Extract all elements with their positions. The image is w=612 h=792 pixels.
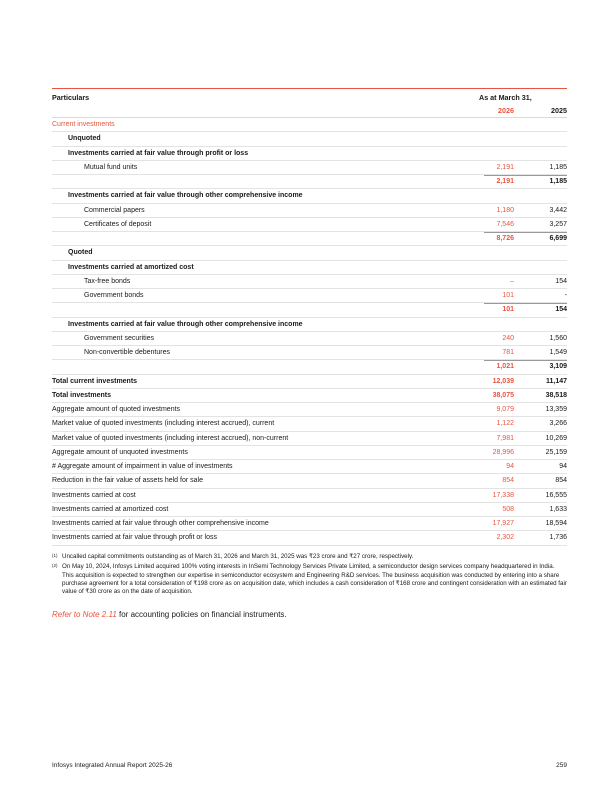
subtotal-rule — [484, 232, 567, 233]
value-2026: 101 — [502, 292, 514, 299]
table-row — [52, 147, 567, 161]
value-2026: 1,021 — [496, 363, 514, 371]
table-header-row — [52, 93, 567, 104]
row-label: Non-convertible debentures — [84, 349, 170, 356]
value-2025: 11,147 — [545, 377, 567, 385]
table-row — [52, 474, 567, 488]
row-label: Reduction in the fair value of assets held for sale — [52, 477, 203, 485]
value-2026: 12,039 — [492, 377, 514, 385]
value-2025: 1,185 — [549, 178, 567, 185]
value-2026: 28,996 — [492, 448, 514, 456]
row-label: Investments carried at amortized cost — [52, 505, 169, 513]
value-2026: 7,981 — [496, 434, 514, 442]
value-2026: 8,726 — [496, 235, 514, 242]
row-label: Investments carried at cost — [52, 491, 136, 499]
table-row — [52, 261, 567, 275]
value-2025: 10,269 — [545, 434, 567, 442]
row-label: Total investments — [52, 391, 111, 399]
row-label: Investments carried at fair value through other comprehensive income — [68, 320, 303, 328]
value-2025: 854 — [555, 477, 567, 485]
table-row — [52, 318, 567, 332]
row-label: Mutual fund units — [84, 163, 138, 171]
footnote-text: Uncalled capital commitments outstanding as of March 31, 2026 and March 31, 2025 was ₹23 crore and ₹27 crore, respectively. — [62, 553, 414, 560]
subtotal-row — [52, 360, 567, 374]
row-label: Government securities — [84, 334, 155, 342]
value-2025: 1,560 — [549, 334, 567, 342]
value-2025: 16,555 — [545, 491, 567, 499]
row-label: Investments carried at fair value through profit or loss — [52, 534, 217, 542]
row-label: Current investments — [52, 121, 115, 128]
particulars-header: Particulars — [52, 93, 90, 102]
value-2026: 9,079 — [496, 406, 514, 413]
value-2025: 1,185 — [549, 163, 567, 171]
value-2026: 508 — [502, 505, 514, 513]
value-2026: 17,927 — [492, 520, 514, 527]
table-row — [52, 446, 567, 460]
subtotal-rule — [484, 360, 567, 361]
value-2026: 7,546 — [496, 220, 514, 228]
row-label: Aggregate amount of quoted investments — [52, 406, 181, 413]
value-2026: 17,338 — [492, 491, 514, 499]
value-2025: 94 — [559, 463, 567, 470]
subtotal-row — [52, 175, 567, 189]
value-2026: 2,191 — [496, 178, 514, 185]
row-label: Market value of quoted investments (including interest accrued), non-current — [52, 434, 289, 442]
table-row — [52, 161, 567, 175]
table-row — [52, 332, 567, 346]
value-2025: 3,266 — [549, 420, 567, 428]
page-number: 259 — [556, 762, 567, 769]
footnotes — [52, 553, 567, 598]
subtotal-rule — [484, 175, 567, 176]
table-row — [52, 189, 567, 203]
value-2026: 38,075 — [492, 391, 514, 399]
value-2026: 1,180 — [496, 206, 514, 214]
value-2025: 1,549 — [549, 349, 567, 356]
table-row — [52, 460, 567, 474]
value-2025: 18,594 — [545, 520, 567, 527]
footnote-2 — [52, 563, 567, 596]
row-label: Tax-free bonds — [84, 277, 131, 285]
refer-note — [52, 610, 287, 619]
as-at-header: As at March 31, — [479, 93, 532, 102]
row-label: Investments carried at fair value through other comprehensive income — [68, 192, 303, 200]
row-label: # Aggregate amount of impairment in value of investments — [52, 463, 233, 470]
table-row — [52, 375, 567, 389]
table-row — [52, 389, 567, 403]
row-label: Investments carried at fair value through other comprehensive income — [52, 520, 269, 527]
footnote-1 — [52, 553, 567, 561]
row-label: Quoted — [68, 249, 93, 257]
year-2025-header: 2025 — [551, 106, 567, 115]
value-2025: 3,109 — [549, 363, 567, 371]
subtotal-row — [52, 232, 567, 246]
note-reference-link[interactable]: Refer to Note 2.11 — [52, 610, 117, 619]
row-label: Certificates of deposit — [84, 220, 152, 228]
value-2026: 854 — [502, 477, 514, 485]
value-2026: 2,191 — [496, 163, 514, 171]
subtotal-rule — [484, 303, 567, 304]
table-row — [52, 275, 567, 289]
value-2025: 154 — [555, 277, 567, 285]
value-2025: 13,359 — [545, 406, 567, 413]
value-2025: 1,633 — [549, 505, 567, 513]
row-label: Investments carried at fair value through profit or loss — [68, 149, 249, 157]
table-top-rule — [52, 88, 567, 89]
value-2026: 101 — [502, 306, 514, 314]
year-header-row — [52, 106, 567, 117]
row-label: Commercial papers — [84, 206, 145, 214]
footnote-marker: (2) — [52, 563, 58, 569]
value-2025: 3,257 — [549, 220, 567, 228]
value-2026: 2,302 — [496, 534, 514, 542]
value-2026: 1,122 — [496, 420, 514, 428]
table-row — [52, 132, 567, 146]
table-row — [52, 531, 567, 545]
subtotal-row — [52, 303, 567, 317]
row-label: Unquoted — [68, 135, 101, 143]
table-row — [52, 517, 567, 531]
row-label: Investments carried at amortized cost — [68, 263, 194, 271]
value-2026: 240 — [502, 334, 514, 342]
table-row — [52, 403, 567, 417]
table-row — [52, 204, 567, 218]
refer-text: for accounting policies on financial instruments. — [116, 610, 287, 619]
value-2025: 25,159 — [545, 448, 567, 456]
row-label: Total current investments — [52, 377, 138, 385]
value-2025: - — [564, 292, 567, 299]
table-row — [52, 246, 567, 260]
year-2026-header: 2026 — [498, 106, 514, 115]
value-2026: – — [510, 277, 514, 285]
table-row — [52, 432, 567, 446]
table-row — [52, 417, 567, 431]
footnote-text: On May 10, 2024, Infosys Limited acquired 100% voting interests in InSemi Technology Services Private Limited, a semiconductor design services company headquartered in India. This acquisition is expected to strengthen our expertise in semiconductor ecosystem and Engineering R&D services. The business acquisition was conducted by entering into a share purchase agreement for a total consideration of ₹198 crore as on acquisition date, which includes a cash consideration of ₹168 crore and contingent consideration with an estimated fair value of ₹30 crore as on the date of acquisition. — [62, 563, 567, 596]
table-row — [52, 489, 567, 503]
row-label: Government bonds — [84, 292, 144, 299]
footnote-marker: (1) — [52, 553, 58, 558]
table-row — [52, 346, 567, 360]
report-title: Infosys Integrated Annual Report 2025-26 — [52, 762, 173, 769]
table-row — [52, 289, 567, 303]
value-2025: 154 — [555, 306, 567, 314]
table-row — [52, 503, 567, 517]
table-row — [52, 118, 567, 132]
row-label: Aggregate amount of unquoted investments — [52, 448, 188, 456]
row-label: Market value of quoted investments (including interest accrued), current — [52, 420, 275, 428]
table-row — [52, 218, 567, 232]
value-2025: 38,518 — [545, 391, 567, 399]
value-2025: 1,736 — [549, 534, 567, 542]
value-2025: 6,699 — [549, 235, 567, 242]
value-2026: 781 — [502, 349, 514, 356]
value-2026: 94 — [506, 463, 514, 470]
value-2025: 3,442 — [549, 206, 567, 214]
